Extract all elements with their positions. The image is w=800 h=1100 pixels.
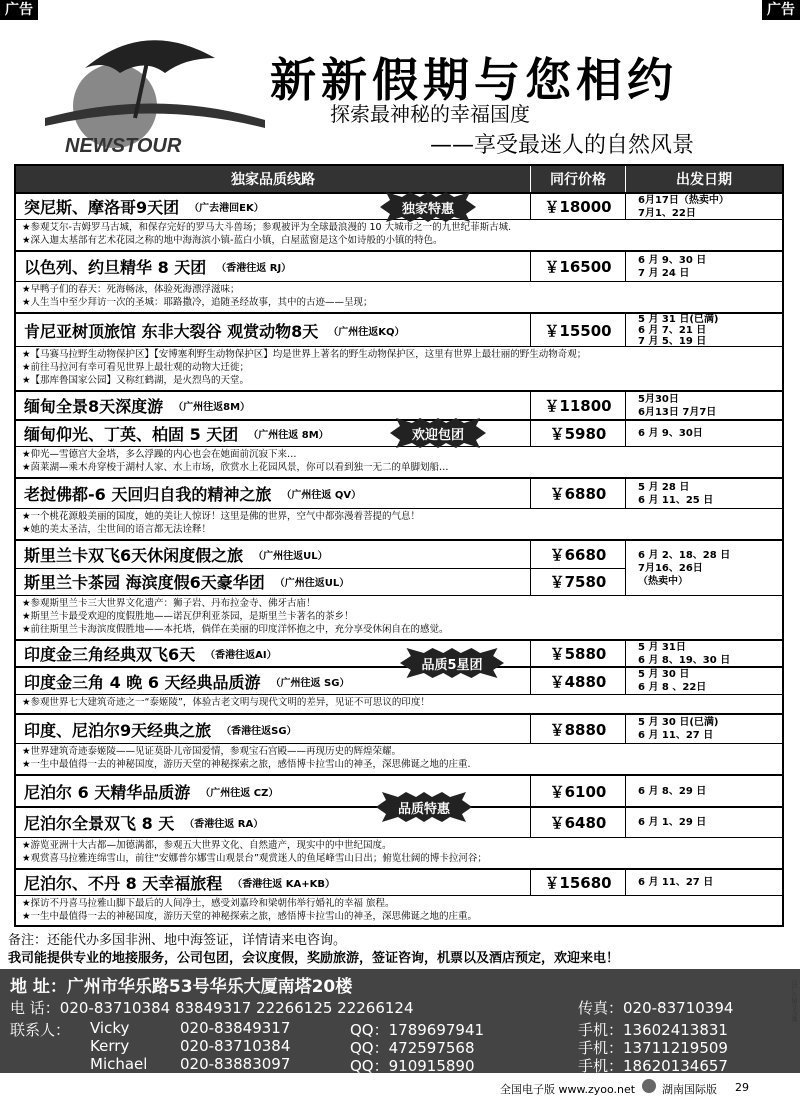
main-title: 新新假期与您相约 — [270, 53, 678, 107]
header — [0, 20, 800, 160]
phone-row: 电 话：020-83710384 83849317 22266125 22266124 — [10, 999, 414, 1017]
contact-tel: 020-83849317 — [180, 1019, 291, 1037]
route-notes: ★参观世界七大建筑奇迹之一“泰姬陵”，体验古老文明与现代文明的差异，见证不可思议的印度！ — [16, 694, 782, 713]
badge-five-star: 品质5星团 — [400, 648, 504, 678]
page-footer — [0, 1076, 800, 1100]
contact-block — [0, 969, 800, 1073]
route-name: 斯里兰卡茶园 海滨度假6天豪华团 （广州往返UL） — [16, 568, 530, 595]
address-row: 地 址：广州市华乐路53号华乐大厦南塔20楼 — [10, 977, 353, 997]
footnote-visa: 备注：还能代办多国非洲、地中海签证，详情请来电咨询。 — [8, 933, 347, 948]
badge-exclusive: 独家特惠 — [380, 192, 476, 222]
route-dates: 5 月 31日 6 月 8、19、30 日 — [638, 641, 731, 666]
route-notes: ★参观艾尔-吉姆罗马古城，和保存完好的罗马大斗兽场；参观被评为全球最浪漫的 10 大城市之一的九世纪菲斯古城. ★深入迦太基部有艺术花园之称的地中海海滨小镇-蓝白小镇，白屋蓝窗是这个如诗般的小镇的特色。 — [16, 219, 782, 250]
route-dates: 6 月 8、29 日 — [638, 785, 707, 797]
contact-qq: QQ：910915890 — [350, 1057, 475, 1075]
subtitle-2: ——享受最迷人的自然风景 — [430, 133, 695, 158]
route-price: ￥6480 — [531, 808, 626, 837]
route-name: 缅甸全景8天深度游 （广州往返8M） — [16, 392, 531, 419]
route-name: 老挝佛都-6 天回归自我的精神之旅 （广州往返 QV） — [16, 479, 531, 508]
subtitle-1: 探索最神秘的幸福国度 — [330, 102, 530, 126]
route-notes: ★参观斯里兰卡三大世界文化遗产：狮子岩、丹布拉金寺、佛牙古庙！ ★斯里兰卡最受欢迎的度假胜地——诺瓦伊利亚茶园，是斯里兰卡著名的茶乡！ ★前往斯里兰卡海滨度假胜地——本托塔，倘佯在美丽的印度洋怀抱之中，充分享受休闲自在的感觉。 — [16, 595, 782, 639]
route-name: 尼泊尔 6 天精华品质游 （广州往返 CZ） — [16, 776, 531, 806]
route-dates: 5 月 31 日(已满) 6 月 7、21 日 7 月 5、19 日 — [638, 313, 719, 347]
contact-name: Kerry — [90, 1037, 130, 1055]
route-notes: ★早鸭子们的春天：死海畅泳，体验死海漂浮滋味； ★人生当中至少拜访一次的圣城：耶路撒冷，追随圣经故事，其中的古迹——呈现； — [16, 281, 782, 312]
route-name: 印度金三角 4 晚 6 天经典品质游 （广州往返 SG） — [16, 668, 531, 694]
contact-qq: QQ：1789697941 — [350, 1021, 485, 1039]
route-dates: 5 月 28 日 6 月 11、25 日 — [638, 481, 714, 506]
table-row — [16, 868, 782, 895]
table-row — [16, 539, 782, 595]
route-dates: 5月30日 6月13日 7月7日 — [638, 393, 717, 418]
header-route: 独家品质线路 — [16, 166, 531, 192]
route-name: 尼泊尔全景双飞 8 天 （香港往返 RA） — [16, 808, 531, 837]
header-price: 同行价格 — [531, 166, 626, 192]
ad-label-left: 广告 — [0, 0, 38, 20]
route-price: ￥8880 — [531, 715, 626, 743]
badge-quality: 品质特惠 — [376, 792, 472, 822]
route-price: ￥6880 — [531, 479, 626, 508]
contact-person-label: 联系人： — [10, 1021, 71, 1039]
footnote-services: 我司能提供专业的地接服务，公司包团，会议度假，奖励旅游，签证咨询，机票以及酒店预定，欢迎来电！ — [8, 951, 620, 966]
badge-group: 欢迎包团 — [390, 418, 486, 448]
route-name: 突尼斯、摩洛哥9天团 （广去港回EK） — [16, 194, 531, 219]
ad-label-right: 广告 — [762, 0, 800, 20]
route-price: ￥7580 — [531, 568, 625, 595]
contact-tel: 020-83883097 — [180, 1055, 291, 1073]
route-price: ￥16500 — [531, 252, 626, 281]
route-name: 以色列、约旦精华 8 天团 （香港往返 RJ） — [16, 252, 531, 281]
globe-icon — [642, 1079, 656, 1093]
route-notes: ★【马赛马拉野生动物保护区】【安博塞利野生动物保护区】均是世界上著名的野生动物保护区，这里有世界上最壮丽的野生动物奇观； ★前往马拉河有幸可看见世界上最壮观的动物大迁徙； ★【那库鲁国家公园】又称红鹤湖，是火烈鸟的天堂。 — [16, 346, 782, 390]
logo-text: NEWSTOUR — [65, 135, 182, 157]
route-name: 印度金三角经典双飞6天 （香港往返AI） — [16, 641, 531, 666]
footer-edition: 湖南国际版 — [662, 1083, 717, 1096]
route-notes: ★探访不丹喜马拉雅山脚下最后的人间净土，感受刘嘉玲和梁朝伟举行婚礼的幸福 旅程。 ★一生中最值得一去的神秘国度，游历天堂的神秘探索之旅，感悟博卡拉雪山的神圣，深思佛诞之地的庄重。 — [16, 895, 782, 925]
fax-row: 传真：020-83710394 — [578, 999, 734, 1017]
route-dates: 6 月 11、27 日 — [638, 877, 714, 888]
route-price: ￥5880 — [531, 641, 626, 666]
contact-mobile: 手机：13711219509 — [578, 1039, 728, 1057]
side-note: 以广告图文为准 — [790, 980, 797, 1022]
route-name: 缅甸仰光、丁英、柏固 5 天团 （广州往返 8M） — [16, 421, 531, 446]
route-name: 尼泊尔、不丹 8 天幸福旅程 （香港往返 KA+KB） — [16, 870, 531, 895]
header-date: 出发日期 — [676, 172, 732, 188]
route-price: ￥15500 — [531, 314, 626, 346]
umbrella-logo-icon — [35, 28, 275, 158]
route-dates: 5 月 30 日 6 月 8 、22日 — [638, 669, 707, 693]
contact-name: Vicky — [90, 1019, 130, 1037]
table-row — [16, 312, 782, 346]
table-row — [16, 477, 782, 508]
route-dates: 6 月 9、30 日 7 月 24 日 — [638, 254, 707, 279]
contact-name: Michael — [90, 1055, 148, 1073]
route-notes: ★游览亚洲十大古都—加德满都，参观五大世界文化、自然遗产，现实中的中世纪国度。 ★观赏喜马拉雅连绵雪山，前往“安娜普尔娜雪山观景台”观赏迷人的鱼尾峰雪山日出；俯览壮阔的博卡拉河谷； — [16, 837, 782, 868]
route-dates: 6 月 1、29 日 — [638, 817, 707, 828]
route-price: ￥18000 — [531, 194, 626, 219]
route-name: 肯尼亚树顶旅馆 东非大裂谷 观赏动物8天 （广州往返KQ） — [16, 314, 531, 346]
footer-site: 全国电子版 www.zyoo.net — [500, 1083, 636, 1096]
table-row — [16, 713, 782, 743]
route-dates: 6 月 2、18、28 日 7月16、26日 （热卖中） — [638, 549, 731, 587]
route-notes: ★世界建筑奇迹泰姬陵——见证莫卧儿帝国爱情，参观宝石宫殿——再现历史的辉煌荣耀。 ★一生中最值得一去的神秘国度，游历天堂的神秘探索之旅，感悟博卡拉雪山的神圣，深思佛诞之地的庄重. — [16, 743, 782, 774]
contact-mobile: 手机：13602413831 — [578, 1021, 728, 1039]
table-row — [16, 250, 782, 281]
route-notes: ★仰光—雪德宫大金塔，多么浮躁的内心也会在她面前沉寂下来… ★茵莱湖—乘木舟穿梭于湖村人家、水上市场，欣赏水上花园风景，你可以看到独一无二的单脚划船… — [16, 446, 782, 477]
route-price: ￥15680 — [531, 870, 626, 895]
route-name: 斯里兰卡双飞6天休闲度假之旅 （广州往返UL） — [24, 545, 328, 565]
route-dates: 5 月 30 日(已满) 6 月 11、27 日 — [638, 717, 719, 741]
page-number: 29 — [735, 1081, 749, 1094]
footnotes — [8, 932, 619, 968]
contact-mobile: 手机：18620134657 — [578, 1057, 728, 1075]
route-price: ￥6100 — [531, 776, 626, 806]
table-row — [16, 639, 782, 666]
contact-tel: 020-83710384 — [180, 1037, 291, 1055]
table-row — [16, 390, 782, 419]
table-row — [16, 666, 782, 694]
route-price: ￥6680 — [549, 545, 607, 564]
route-price: ￥11800 — [531, 392, 626, 419]
table-header — [16, 166, 782, 192]
route-price: ￥4880 — [531, 668, 626, 694]
route-notes: ★一个桃花源般美丽的国度，她的美让人惊讶！这里是佛的世界，空气中都弥漫着菩提的气息！ ★她的美太圣洁，尘世间的语言都无法诠释！ — [16, 508, 782, 539]
route-dates: 6月17日（热卖中） 7月1、22日 — [638, 194, 729, 219]
route-price: ￥5980 — [531, 421, 626, 446]
route-dates: 6 月 9、30日 — [638, 428, 703, 439]
contact-qq: QQ：472597568 — [350, 1039, 475, 1057]
route-name: 印度、尼泊尔9天经典之旅 （香港往返SG） — [16, 715, 531, 743]
